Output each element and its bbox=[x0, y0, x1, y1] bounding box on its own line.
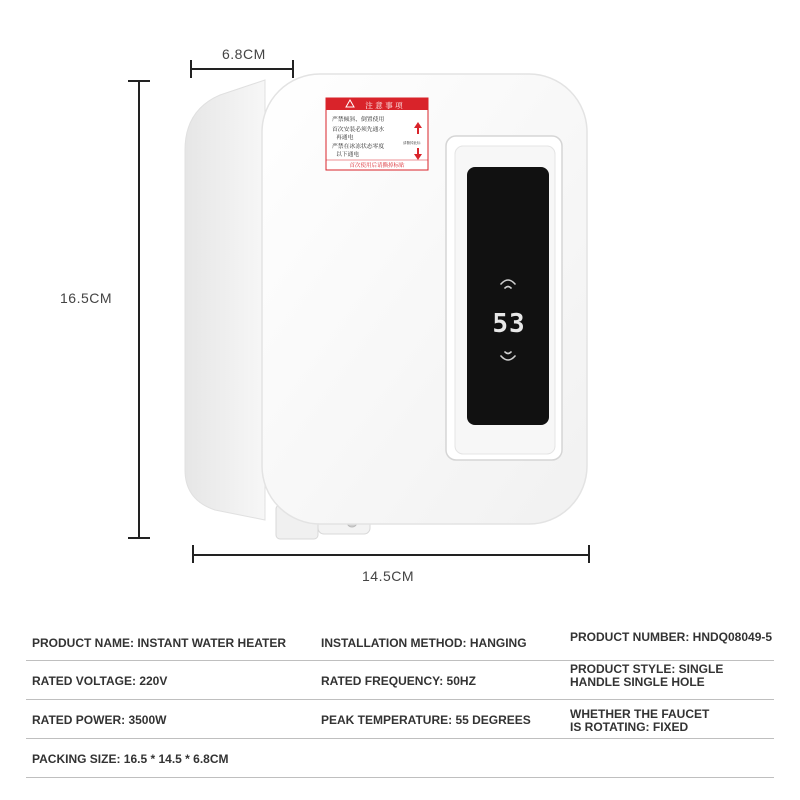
spec-faucet-2: IS ROTATING: FIXED bbox=[570, 720, 689, 734]
spec-product-name: PRODUCT NAME: INSTANT WATER HEATER bbox=[32, 636, 286, 650]
warning-side-note: 请撕掉此标 bbox=[403, 141, 421, 145]
width-dimension-label: 14.5CM bbox=[362, 568, 415, 584]
spec-product-style-2: HANDLE SINGLE HOLE bbox=[570, 675, 705, 689]
warning-line-1: 严禁倾斜、倒置使用 bbox=[332, 117, 385, 123]
spec-packing-size: PACKING SIZE: 16.5 * 14.5 * 6.8CM bbox=[32, 752, 229, 766]
spec-rated-voltage: RATED VOLTAGE: 220V bbox=[32, 674, 168, 688]
spec-product-style-1: PRODUCT STYLE: SINGLE bbox=[570, 662, 724, 676]
spec-faucet-1: WHETHER THE FAUCET bbox=[570, 707, 710, 721]
depth-dimension-label: 6.8CM bbox=[222, 46, 266, 62]
warning-sticker-title: 注 意 事 项 bbox=[365, 101, 403, 110]
spec-rated-frequency: RATED FREQUENCY: 50HZ bbox=[321, 674, 476, 688]
warning-line-2: 首次安装必须先通水 bbox=[332, 127, 385, 133]
spec-table bbox=[26, 622, 774, 778]
height-dimension-label: 16.5CM bbox=[60, 290, 113, 306]
spec-product-number: PRODUCT NUMBER: HNDQ08049-5 bbox=[570, 630, 773, 644]
spec-rated-power: RATED POWER: 3500W bbox=[32, 713, 167, 727]
heater-side-panel bbox=[185, 80, 265, 520]
spec-peak-temperature: PEAK TEMPERATURE: 55 DEGREES bbox=[321, 713, 531, 727]
spec-row bbox=[26, 661, 774, 700]
display-screen bbox=[467, 167, 549, 425]
warning-line-4: 严禁在冰冻状态零度 bbox=[332, 144, 385, 150]
temperature-display-digits: 53 bbox=[492, 309, 526, 339]
spec-installation-method: INSTALLATION METHOD: HANGING bbox=[321, 636, 527, 650]
spec-row bbox=[26, 739, 774, 778]
spec-row bbox=[26, 700, 774, 739]
warning-sticker-footer: 首次使用后请撕掉标贴 bbox=[349, 163, 405, 169]
spec-row bbox=[26, 622, 774, 661]
warning-line-5: 以下通电 bbox=[336, 152, 360, 158]
warning-line-3: 再通电 bbox=[336, 135, 354, 141]
